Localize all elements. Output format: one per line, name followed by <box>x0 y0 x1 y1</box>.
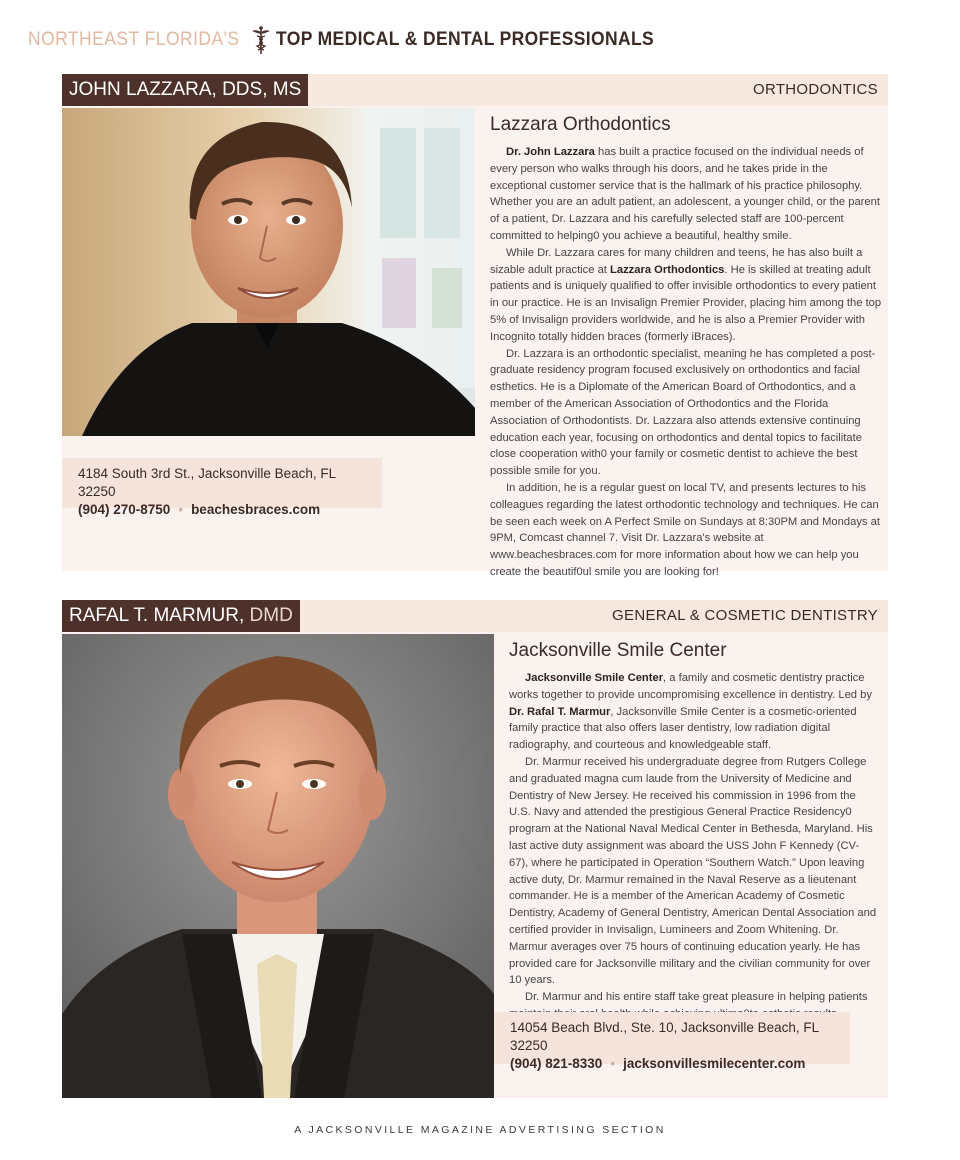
masthead-title: TOP MEDICAL & DENTAL PROFESSIONALS <box>275 29 654 50</box>
website-link[interactable]: jacksonvillesmilecenter.com <box>623 1056 806 1071</box>
paragraph: Jacksonville Smile Center, a family and cosmetic dentistry practice works together to provide uncompromising excellence in dentistry. Led by Dr. Rafal T. Marmur, Jacksonville Smile Center is a cosmetic-oriented family practice that also offers laser dentistry, low radiation digital radiography, and courteous and knowledgeable staff. <box>509 672 872 752</box>
contact-box <box>494 1012 850 1071</box>
doctor-photo <box>62 108 475 436</box>
masthead <box>28 24 687 56</box>
doctor-name: JOHN LAZZARA, DDS, MS <box>62 74 308 106</box>
practice-name: Lazzara Orthodontics <box>490 114 671 135</box>
practice-name: Jacksonville Smile Center <box>509 640 727 661</box>
specialty-label: GENERAL & COSMETIC DENTISTRY <box>612 607 878 624</box>
separator-dot: • <box>610 1056 616 1071</box>
contact-box <box>62 458 382 517</box>
footer: A JACKSONVILLE MAGAZINE ADVERTISING SECTION <box>294 1124 666 1136</box>
paragraph: Dr. Marmur received his undergraduate degree from Rutgers College and graduated magna cum laude from the University of Medicine and Dentistry of New Jersey. He received his commission in 1996 from the U.S. Navy and attended the prestigious General Practice Residency0 program at the National Naval Medical Center in Bethesda, Maryland. His last active duty assignment was aboard the USS John F Kennedy (CV-67), where he participated in Operation “Southern Watch.” Upon leaving active duty, Dr. Marmur remained in the Naval Reserve as a lieutenant commander. He is a member of the American Academy of Cosmetic Dentistry, Academy of General Dentistry, American Dental Association and certified provider in Invisalign, Lumineers and Zoom Whitening. Dr. Marmur averages over 75 hours of continuing education yearly. He has provided care for Jacksonville military and the civilian community for over 10 years. <box>509 755 877 987</box>
doctor-name: RAFAL T. MARMUR, DMD <box>62 600 300 632</box>
paragraph: Dr. Marmur and his entire staff take great pleasure in helping patients <box>525 991 868 1004</box>
paragraph: In addition, he is a regular guest on local TV, and presents lectures to his colleagues regarding the latest orthodontic technology and techniques. He can be seen each week on A Perfect Smile on Sundays at 8:30PM and Mondays at 9PM, Comcast channel 7. Visit Dr. Lazzara's website at www.beachesbraces.com for more information about how we can help you create the beautif0ul smile you are looking for! <box>490 481 880 578</box>
profile-body <box>490 114 882 581</box>
paragraph: Dr. John Lazzara has built a practice focused on the individual needs of every person who walks through his doors, and he takes pride in the exceptional customer service that is the hallmark of his practice philosophy. Whether you are an adult patient, an adolescent, a younger child, or the parent of a patient, Dr. Lazzara and his carefully selected staff are 100-percent committed to helping0 you achieve a beautiful, healthy smile. <box>490 146 880 242</box>
profile-body <box>509 640 877 1023</box>
doctor-photo <box>62 634 494 1098</box>
website-link[interactable]: beachesbraces.com <box>191 502 321 517</box>
paragraph: Dr. Lazzara is an orthodontic specialist, meaning he has completed a post-graduate residency program focused exclusively on orthodontics and facial esthetics. He is a Diplomate of the American Board of Orthodontics, and a member of the American Association of Orthodontics and the Florida Association of Orthodontists. Dr. Lazzara also attends extensive continuing education each year, focusing on orthodontics and dental topics to facilitate close cooperation with0 your family or cosmetic dentist to achieve the best possible smile for you. <box>490 347 876 478</box>
caduceus-icon <box>250 25 272 55</box>
address: 4184 South 3rd St., Jacksonville Beach, FL 32250 <box>78 466 336 499</box>
separator-dot: • <box>178 502 184 517</box>
address: 14054 Beach Blvd., Ste. 10, Jacksonville Beach, FL 32250 <box>510 1020 819 1053</box>
phone-number[interactable]: (904) 270-8750 <box>78 502 171 517</box>
specialty-label: ORTHODONTICS <box>753 81 878 98</box>
phone-number[interactable]: (904) 821-8330 <box>510 1056 603 1071</box>
profile-lazzara <box>62 74 888 578</box>
paragraph: While Dr. Lazzara cares for many children and teens, he has also built a sizable adult practice at Lazzara Orthodontics. He is skilled at treating adult patients and is uniquely qualified to offer invisible orthodontics to every patient in our practice. He is an Invisalign Premier Provider, placing him among the top 5% of Invisalign providers worldwide, and he is also a Premier Provider with Incognito totally hidden braces (formerly iBraces). <box>490 246 882 343</box>
masthead-prefix: NORTHEAST FLORIDA'S <box>28 29 240 50</box>
profile-marmur <box>62 600 888 1098</box>
